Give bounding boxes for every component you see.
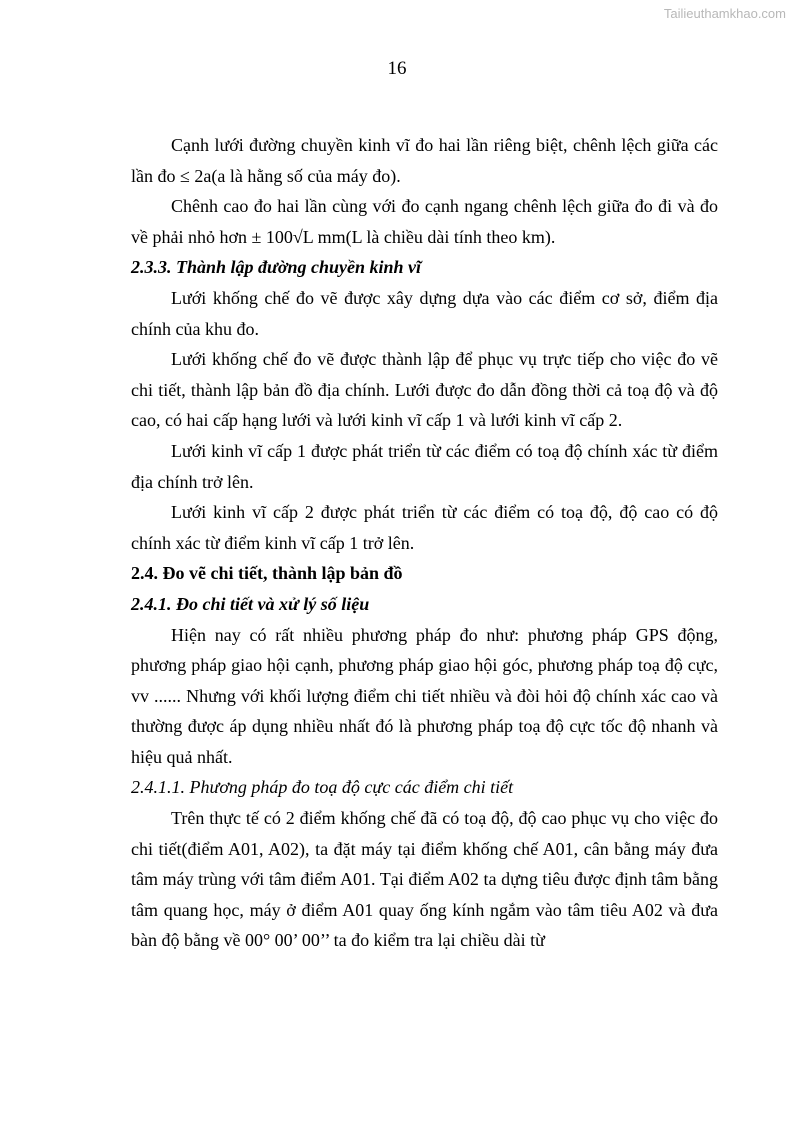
- watermark: Tailieuthamkhao.com: [663, 6, 786, 21]
- paragraph: Hiện nay có rất nhiều phương pháp đo như: phương pháp GPS động, phương pháp giao hội cạnh, phương pháp giao hội góc, phương pháp toạ độ cực, vv ...... Nhưng với khối lượng điểm chi tiết nhiều và đòi hỏi độ chính xác cao và thường được áp dụng nhiều nhất đó là phương pháp toạ độ cực tốc độ nhanh và hiệu quả nhất.: [131, 624, 718, 767]
- document-body: [131, 130, 718, 956]
- paragraph: Trên thực tế có 2 điểm khống chế đã có toạ độ, độ cao phục vụ cho việc đo chi tiết(điểm A01, A02), ta đặt máy tại điểm khống chế A01, cân bằng máy đưa tâm máy trùng với tâm điểm A01. Tại điểm A02 ta dựng tiêu được định tâm bằng tâm quang học, máy ở điểm A01 quay ống kính ngắm vào tâm tiêu A02 và đưa bàn độ bằng về 00° 00’ 00’’ ta đo kiểm tra lại chiều dài từ: [131, 808, 718, 951]
- paragraph: Lưới kinh vĩ cấp 2 được phát triển từ các điểm có toạ độ, độ cao có độ chính xác từ điểm kinh vĩ cấp 1 trở lên.: [131, 502, 718, 553]
- section-heading-2-3-3: 2.3.3. Thành lập đường chuyền kinh vĩ: [131, 257, 421, 278]
- paragraph: Lưới khống chế đo vẽ được thành lập để phục vụ trực tiếp cho việc đo vẽ chi tiết, thành lập bản đồ địa chính. Lưới được đo dẫn đồng thời cả toạ độ và độ cao, có hai cấp hạng lưới và lưới kinh vĩ cấp 1 và lưới kinh vĩ cấp 2.: [131, 349, 718, 431]
- paragraph: Cạnh lưới đường chuyền kinh vĩ đo hai lần riêng biệt, chênh lệch giữa các lần đo ≤ 2a(a là hằng số của máy đo).: [131, 135, 718, 186]
- paragraph: Lưới kinh vĩ cấp 1 được phát triển từ các điểm có toạ độ chính xác từ điểm địa chính trở lên.: [131, 440, 718, 492]
- section-heading-2-4-1: 2.4.1. Đo chi tiết và xử lý số liệu: [131, 593, 370, 614]
- page-number: 16: [387, 58, 407, 79]
- section-heading-2-4-1-1: 2.4.1.1. Phương pháp đo toạ độ cực các điểm chi tiết: [131, 777, 514, 798]
- paragraph: Lưới khống chế đo vẽ được xây dựng dựa vào các điểm cơ sở, điểm địa chính của khu đo.: [131, 287, 718, 339]
- section-heading-2-4: 2.4. Đo vẽ chi tiết, thành lập bản đồ: [131, 563, 403, 584]
- paragraph: Chênh cao đo hai lần cùng với đo cạnh ngang chênh lệch giữa đo đi và đo về phải nhỏ hơn ± 100√L mm(L là chiều dài tính theo km).: [131, 196, 718, 247]
